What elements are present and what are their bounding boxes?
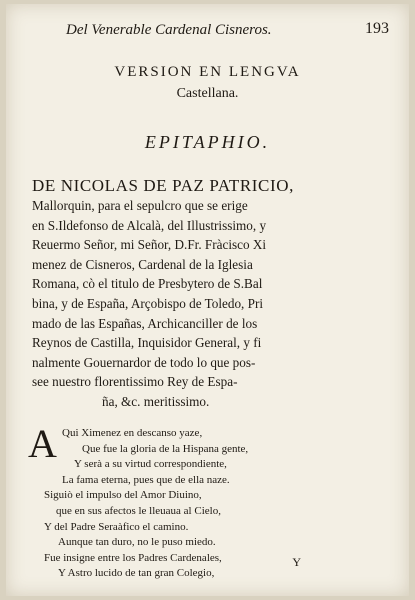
running-head [46,22,389,44]
running-title: Del Venerable Cardenal Cisneros. [66,22,272,38]
poem-line: Qui Ximenez en descanso yaze, [62,427,203,439]
poem-line: Fue insigne entre los Padres Cardenales, [44,551,222,564]
poem-line: Que fue la gloria de la Hispana gente, [82,442,249,455]
epitaph-heading: EPITAPHIO. [144,132,271,152]
body-line: Reuermo Señor, mi Señor, D.Fr. Fràcisco Xi [32,237,267,253]
version-title: VERSION EN LENGVA [114,64,301,80]
body-line: Romana, cò el titulo de Presbytero de S.Bal [32,276,263,292]
epitaph-body [32,176,392,412]
poem [28,421,388,582]
poem-line: Siguiò el impulso del Amor Diuino, [44,489,202,502]
body-line: DE NICOLAS DE PAZ PATRICIO, [32,176,294,195]
poem-line: La fama eterna, pues que de ella naze. [62,473,230,486]
poem-line: Y Astro lucido de tan gran Colegio, [58,567,215,580]
version-subtitle: Castellana. [176,86,239,101]
body-line: bina, y de España, Arçobispo de Toledo, Pri [32,295,264,311]
body-line: Mallorquin, para el sepulcro que se erige [32,198,248,213]
body-line: en S.Ildefonso de Alcalà, del Illustrissimo, y [32,217,267,233]
body-line: mado de las Españas, Archicanciller de los [32,315,258,331]
catchword: Y [292,555,301,569]
body-line: Reynos de Castilla, Inquisidor General, y fi [32,335,262,351]
poem-line: Y serà a su virtud correspondiente, [74,458,227,471]
drop-capital: A [28,421,57,466]
body-line: menez de Cisneros, Cardenal de la Iglesia [32,256,253,272]
poem-line: Aunque tan duro, no le puso miedo. [58,536,216,549]
body-line: see nuestro florentissimo Rey de Espa- [32,374,238,390]
poem-line: que en sus afectos le lleuaua al Cielo, [56,504,221,517]
body-line: nalmente Gouernardor de todo lo que pos- [32,354,256,370]
poem-line: Y del Padre Seraàfico el camino. [44,520,189,533]
body-line: ña, &c. meritissimo. [102,393,210,409]
book-page [6,4,409,596]
page-number: 193 [365,20,389,37]
